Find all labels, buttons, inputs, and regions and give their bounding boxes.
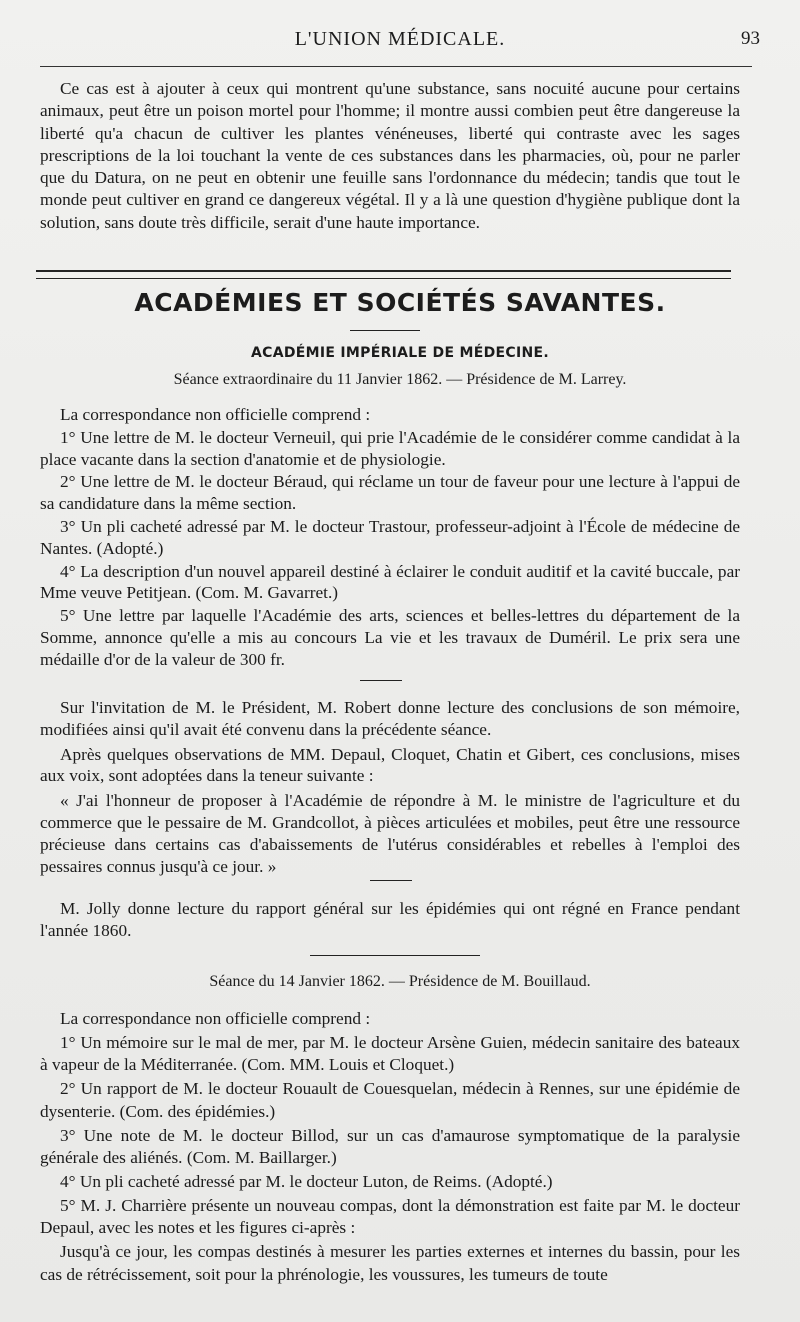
- section-divider: [36, 270, 731, 279]
- paragraph: 3° Un pli cacheté adressé par M. le docteur Trastour, professeur-adjoint à l'École de médecine de Nantes. (Adopté.): [40, 516, 740, 558]
- paragraph: 5° Une lettre par laquelle l'Académie des arts, sciences et belles-lettres du département de la Somme, annonce qu'elle a mis au concours La vie et les travaux de Duméril. Le prix sera une médaille d'or de la valeur de 300 fr.: [40, 606, 740, 669]
- paragraph: 4° La description d'un nouvel appareil destiné à éclairer le conduit auditif et la cavité buccale, par Mme veuve Petitjean. (Com. M. Gavarret.): [40, 561, 740, 603]
- paragraph: Sur l'invitation de M. le Président, M. Robert donne lecture des conclusions de son mémoire, modifiées ainsi qu'il avait été convenu dans la précédente séance.: [40, 698, 740, 739]
- separator-rule: [370, 880, 412, 881]
- paragraph: « J'ai l'honneur de proposer à l'Académie de répondre à M. le ministre de l'agriculture et du commerce que le pessaire de M. Grandcollot, à pièces articulées et mobiles, peut être une ressource précieuse dans certains cas d'abaissements de l'utérus considérables et rebelles à l'emploi des pessaires connus jusqu'à ce jour. »: [40, 791, 740, 876]
- separator-rule: [310, 955, 480, 956]
- seance-1-closing: [40, 898, 740, 942]
- paragraph: 1° Une lettre de M. le docteur Verneuil, qui prie l'Académie de le considérer comme candidat à la place vacante dans la section d'anatomie et de physiologie.: [40, 427, 740, 469]
- title-rule: [350, 330, 420, 331]
- paragraph: 2° Un rapport de M. le docteur Rouault de Couesquelan, médecin à Rennes, sur une épidémie de dysenterie. (Com. des épidémies.): [40, 1079, 740, 1121]
- seance-2-correspondence: [40, 1008, 740, 1287]
- paragraph: 1° Un mémoire sur le mal de mer, par M. le docteur Arsène Guien, médecin sanitaire des bateaux à vapeur de la Méditerranée. (Com. MM. Louis et Cloquet.): [40, 1032, 740, 1075]
- paragraph: M. Jolly donne lecture du rapport général sur les épidémies qui ont régné en France pendant l'année 1860.: [40, 899, 740, 940]
- intro-paragraph: Ce cas est à ajouter à ceux qui montrent qu'une substance, sans nocuité aucune pour certains animaux, peut être un poison mortel pour l'homme; il montre aussi combien peut être dangereuse la liberté qu'a chacun de cultiver les plantes vénéneuses, liberté qui contraste avec les sages prescriptions de la loi touchant la vente de ces substances dans les pharmacies, où, pour ne parler que du Datura, on ne peut en obtenir une feuille sans l'ordonnance du médecin; tandis que tout le monde peut cultiver en grand ce dangereux végétal. Il y a là une question d'hygiène publique dont la solution, sans doute très difficile, serait d'une haute importance.: [40, 79, 740, 232]
- running-head: [40, 28, 760, 56]
- academy-heading: ACADÉMIE IMPÉRIALE DE MÉDECINE.: [251, 345, 549, 361]
- paragraph: 5° M. J. Charrière présente un nouveau compas, dont la démonstration est faite par M. le docteur Depaul, avec les notes et les figures ci-après :: [40, 1195, 740, 1238]
- paragraph: La correspondance non officielle comprend :: [60, 405, 371, 424]
- page-number: 93: [741, 28, 760, 49]
- paragraph: La correspondance non officielle comprend :: [60, 1009, 371, 1028]
- seance-2-heading: Séance du 14 Janvier 1862. — Présidence de M. Bouillaud.: [209, 973, 591, 990]
- seance-1-debate: [40, 697, 740, 880]
- intro-section: [40, 78, 740, 234]
- running-title: L'UNION MÉDICALE.: [294, 28, 506, 50]
- paragraph: 3° Une note de M. le docteur Billod, sur un cas d'amaurose symptomatique de la paralysie générale des aliénés. (Com. M. Baillarger.): [40, 1125, 740, 1168]
- header-rule: [40, 66, 752, 67]
- separator-rule: [360, 680, 402, 681]
- paragraph: Après quelques observations de MM. Depaul, Cloquet, Chatin et Gibert, ces conclusions, mises aux voix, sont adoptées dans la teneur suivante :: [40, 744, 740, 786]
- paragraph: 2° Une lettre de M. le docteur Béraud, qui réclame un tour de faveur pour une lecture à l'appui de sa candidature dans la même section.: [40, 472, 740, 514]
- seance-1-correspondence: [40, 404, 740, 672]
- paragraph: Jusqu'à ce jour, les compas destinés à mesurer les parties externes et internes du bassin, pour les cas de rétrécissement, soit pour la phrénologie, les voussures, les tumeurs de toute: [40, 1242, 740, 1284]
- seance-1-heading: Séance extraordinaire du 11 Janvier 1862. — Présidence de M. Larrey.: [173, 371, 627, 388]
- section-title: ACADÉMIES ET SOCIÉTÉS SAVANTES.: [134, 288, 666, 317]
- paragraph: 4° Un pli cacheté adressé par M. le docteur Luton, de Reims. (Adopté.): [60, 1171, 553, 1191]
